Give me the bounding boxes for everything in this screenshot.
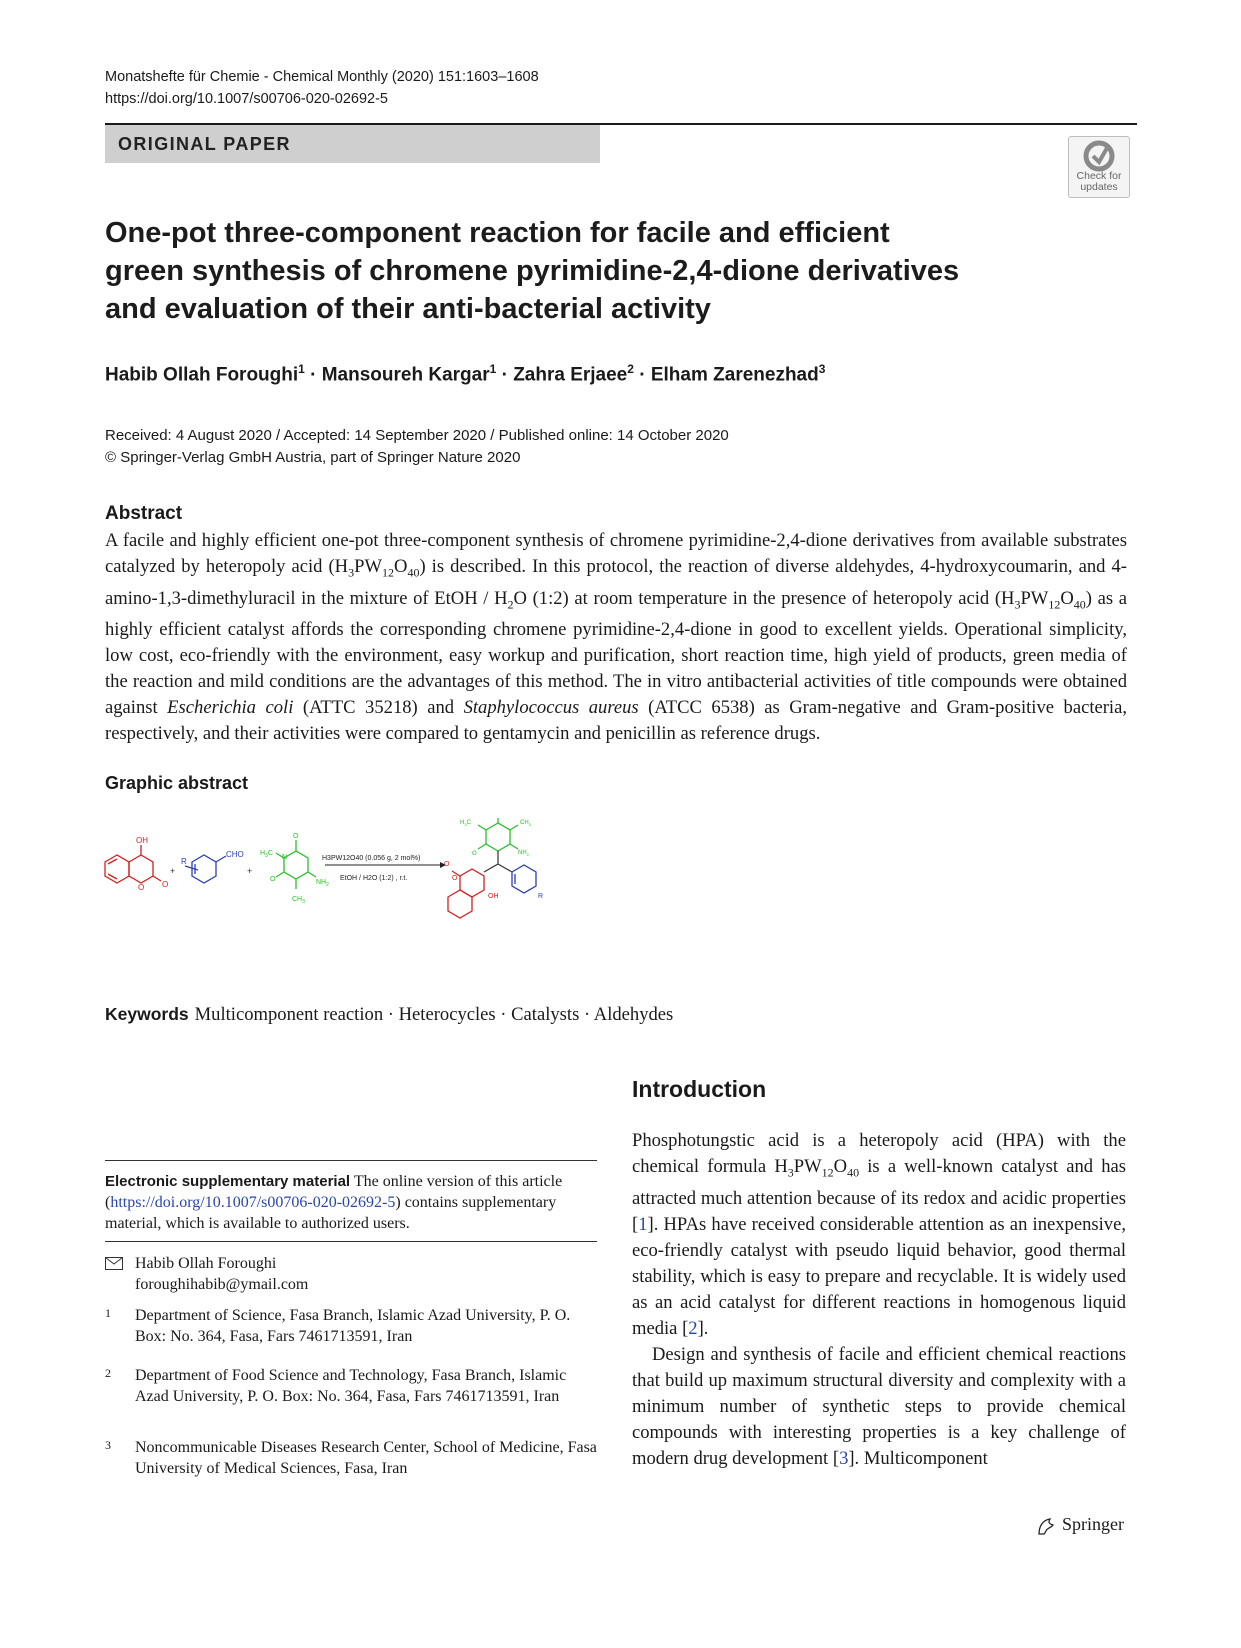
product-r-label: R xyxy=(538,893,544,900)
plus-sign: + xyxy=(170,866,176,876)
abstract-heading: Abstract xyxy=(105,503,183,524)
footnote-rule xyxy=(105,1160,597,1161)
article-type-label: ORIGINAL PAPER xyxy=(118,134,291,154)
aldehyde-label: CHO xyxy=(226,850,244,859)
author-name[interactable]: Habib Ollah Foroughi xyxy=(105,364,299,386)
uracil-methyl-label: $CH_3$ xyxy=(292,896,305,905)
author-affiliation-mark: 3 xyxy=(818,362,826,376)
author-affiliation-mark: 1 xyxy=(298,362,305,376)
product-ring-oxygen-label: O xyxy=(452,875,458,882)
abstract-body: A facile and highly efficient one-pot three-component synthesis of chromene pyrimidine-2,4-dione derivatives from available substrates catalyzed by heteropoly acid $(H_3PW_{12}O_{40})$ is described. In this protocol, the reaction of diverse aldehydes, 4-hydroxycoumarin, and 4-amino-1,3-dimethyluracil in the mixture of EtOH / $H_2O$ (1:2) at room temperature in the presence of heteropoly acid $(H_3PW_{12}O_{40})$ as a highly efficient catalyst affords the corresponding chromene pyrimidine-2,4-dione in good to excellent yields. Operational simplicity, low cost, eco-friendly with the environment, easy workup and purification, short reaction time, high yield of products, green media of the reaction and mild conditions are the advantages of this method. The in vitro antibacterial activities of title compounds were obtained against Escherichia coli (ATTC 35218) and Staphylococcus aureus (ATCC 6538) as Gram-negative and Gram-positive bacteria, respectively, and their activities were compared to gentamycin and penicillin as reference drugs. xyxy=(105,530,1128,745)
affiliation-text: Department of Science, Fasa Branch, Islamic Azad University, P. O. Box: No. 364, Fasa, Fars 7461713591, Iran xyxy=(135,1307,571,1345)
species-name: Escherichia coli xyxy=(167,697,294,719)
citation-link[interactable]: 2 xyxy=(688,1317,698,1339)
product-linker xyxy=(484,864,498,872)
supplementary-material-note: Electronic supplementary material The online version of this article (https://doi.org/10.1007/s00706-020-02692-5) contains supplementary material, which is available to authorized users. xyxy=(105,1173,563,1232)
author-affiliation-mark: 1 xyxy=(489,362,497,376)
footnote-rule xyxy=(105,1241,597,1242)
intro-paragraph: Phosphotungstic acid is a heteropoly acid (HPA) with the chemical formula $H_3PW_{12}O_{40}$ is a well-known catalyst and has attracted much attention because of its redox and acidic properties [1]. HPAs have received considerable attention as an inexpensive, eco-friendly catalyst with pseudo liquid behavior, good thermal stability, which is easy to prepare and recyclable. It is widely used as an acid catalyst for different reactions in homogenous liquid media [2]. xyxy=(632,1130,1126,1339)
r-group-label: R xyxy=(181,857,187,866)
uracil-n-label: N xyxy=(282,854,288,861)
keywords-list: Multicomponent reaction · Heterocycles · Catalysts · Aldehydes xyxy=(194,1004,674,1025)
springer-horse-icon xyxy=(1036,1516,1056,1536)
author-affiliation-mark: 2 xyxy=(627,362,634,376)
affiliation-number: 1 xyxy=(105,1306,111,1320)
keywords-label: Keywords xyxy=(105,1004,189,1024)
publisher-name: Springer xyxy=(1062,1514,1124,1534)
uracil-amine-label: $NH_2$ xyxy=(316,879,329,888)
badge-line-2: updates xyxy=(1080,181,1118,193)
journal-header xyxy=(105,66,539,110)
journal-citation: Monatshefte für Chemie - Chemical Monthly (2020) 151:1603–1608 xyxy=(105,69,539,85)
dates-line: Received: 4 August 2020 / Accepted: 14 September 2020 / Published online: 14 October 2020 xyxy=(105,427,729,444)
uracil-methyl-label: $H_3C$ xyxy=(260,850,273,859)
author-name[interactable]: Elham Zarenezhad xyxy=(650,364,819,386)
product-uracil xyxy=(478,818,518,851)
plus-sign: + xyxy=(247,866,253,876)
doi-line[interactable]: https://doi.org/10.1007/s00706-020-02692-5 xyxy=(105,91,388,107)
affiliation-text: Noncommunicable Diseases Research Center, School of Medicine, Fasa University of Medical Sciences, Fasa, Iran xyxy=(135,1439,597,1477)
author-name[interactable]: Zahra Erjaee xyxy=(513,364,628,386)
affiliation-text: Department of Food Science and Technology, Fasa Branch, Islamic Azad University, P. O. Box: No. 364, Fasa, Fars 7461713591, Iran xyxy=(135,1367,567,1405)
product-carbonyl-label: O xyxy=(444,861,450,868)
paper-title xyxy=(105,214,1105,328)
product-linker xyxy=(498,864,512,872)
citation-link[interactable]: 1 xyxy=(638,1213,648,1235)
product-hydroxyl-label: OH xyxy=(488,893,499,900)
product-methyl-label: $CH_3$ xyxy=(520,820,531,827)
uracil-oxygen-label: O xyxy=(293,833,299,840)
ring-oxygen-label: O xyxy=(138,883,145,892)
coumarin-reactant xyxy=(105,845,161,883)
hydroxyl-label: OH xyxy=(136,836,148,845)
title-line: and evaluation of their anti-bacterial activity xyxy=(105,293,711,325)
product-oxygen-label: O xyxy=(472,851,477,857)
esm-doi-link[interactable]: https://doi.org/10.1007/s00706-020-02692-5 xyxy=(110,1194,396,1211)
aldehyde-reactant xyxy=(185,855,226,883)
introduction-body xyxy=(632,1128,1126,1472)
publication-dates xyxy=(105,425,729,469)
reaction-scheme xyxy=(100,818,600,968)
copyright-line: © Springer-Verlag GmbH Austria, part of Springer Nature 2020 xyxy=(105,449,521,466)
catalyst-label: H3PW12O40 (0.056 g, 2 mol%) xyxy=(322,855,421,862)
product-methyl-label: $H_3C$ xyxy=(460,820,471,827)
citation-link[interactable]: 3 xyxy=(839,1447,849,1469)
product-amine-label: $NH_2$ xyxy=(518,850,529,857)
uracil-oxygen-label: O xyxy=(270,876,276,883)
badge-line-1: Check for xyxy=(1076,170,1122,182)
affiliation-number: 2 xyxy=(105,1366,111,1380)
title-line: green synthesis of chromene pyrimidine-2,4-dione derivatives xyxy=(105,255,960,287)
corresponding-author-email[interactable]: foroughihabib@ymail.com xyxy=(135,1276,309,1293)
keywords xyxy=(105,1004,673,1026)
solvent-label: EtOH / H2O (1:2) , r.t. xyxy=(340,875,408,882)
uracil-reactant xyxy=(276,840,316,889)
introduction-heading: Introduction xyxy=(632,1076,767,1102)
envelope-icon xyxy=(105,1257,123,1270)
title-line: One-pot three-component reaction for facile and efficient xyxy=(105,217,890,249)
intro-paragraph: Design and synthesis of facile and efficient chemical reactions that build up maximum structural diversity and complexity with a minimum number of synthetic steps to provide chemical compounds with interesting properties is a key challenge of modern drug development [3]. Multicomponent xyxy=(632,1343,1126,1469)
esm-label: Electronic supplementary material xyxy=(105,1173,351,1190)
product-aryl xyxy=(512,865,536,893)
graphic-abstract-heading: Graphic abstract xyxy=(105,773,249,793)
author-name[interactable]: Mansoureh Kargar xyxy=(321,364,490,386)
affiliation-number: 3 xyxy=(105,1438,111,1452)
article-type-banner xyxy=(105,125,600,163)
publisher-logo xyxy=(1036,1514,1124,1536)
species-name: Staphylococcus aureus xyxy=(463,697,639,719)
corresponding-author-name: Habib Ollah Foroughi xyxy=(135,1255,277,1272)
check-for-updates-badge[interactable] xyxy=(1068,136,1130,198)
author-list: Habib Ollah Foroughi$^1$ · Mansoureh Kargar$^1$ · Zahra Erjaee$^2$ · Elham Zarenezhad$^3$ xyxy=(105,362,826,386)
carbonyl-label: O xyxy=(162,880,169,889)
